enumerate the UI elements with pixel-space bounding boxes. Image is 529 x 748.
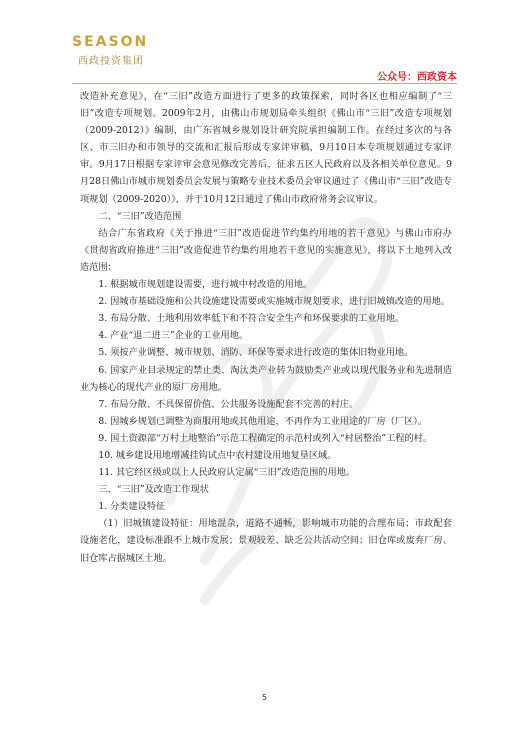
paragraph: 10. 城乡建设用地增减挂钩试点中农村建设用地复垦区域。 [98,449,337,461]
paragraph: 结合广东省政府《关于推进“三旧”改造促进节约集约用地的若干意见》与佛山市府办《贯彻省政府推进“三旧”改造促进节约集约用地若干意见的实施意见》，将以下土地列入改造范围： [80,227,452,273]
paragraph: 5. 须按产业调整、城市规划、消防、环保等要求进行改造的集体旧物业用地。 [98,347,414,359]
season-logo [72,34,162,74]
logo-subtitle: 西政投资集团 [78,56,144,67]
paragraph: （1）旧城镇建设特征：用地混杂，道路不通畅，影响城市功能的合理布局；市政配套设施老化，建设标准跟不上城市发展；景观较差、缺乏公共活动空间；旧仓库或废弃厂房、旧仓库占据城区土地。 [80,518,452,564]
paragraph: 6. 国家产业目录规定的禁止类、淘汰类产业转为鼓励类产业或以现代服务业和先进制造业为核心的现代产业的原厂房用地。 [80,364,452,393]
paragraph: 2. 因城市基础设施和公共设施建设需要或实施城市规划要求，进行旧城镇改造的用地。 [98,296,451,308]
paragraph: 7. 布局分散、不具保留价值、公共服务设施配套不完善的村庄。 [98,398,359,410]
paragraph: 三、“三旧”及改造工作现状 [98,484,209,496]
paragraph: 3. 布局分散、土地利用效率低下和不符合安全生产和环保要求的工业用地。 [98,313,405,325]
paragraph: 二、“三旧”改造范围 [98,210,182,222]
paragraph: 1. 分类建设特征 [98,501,166,513]
logo-wordmark: SEASON [72,34,149,50]
wechat-account-label: 公众号：西政资本 [377,72,457,83]
body-text [80,88,452,567]
page-number: 5 [261,693,268,702]
paragraph: 改造补充意见》，在“三旧”改造方面进行了更多的政策探索，同时各区也相应编制了“三旧”改造专项规划。2009年2月，由佛山市规划局牵头组织《佛山市“三旧”改造专项规划（2009-2012）》编制，由广东省城乡规划设计研究院承担编制工作。在经过多次的与各区、市三旧办和市领导的交流和汇报后形成专家评审稿，9月10日本专项规划通过专家评审。9月17日根据专家评审会意见修改完善后，征求五区人民政府以及各相关单位意见。9月28日佛山市城市规划委员会发展与策略专业技术委员会审议通过了《佛山市“三旧”改造专项规划（2009-2020）》，并于10月12日通过了佛山市政府常务会议审议。 [80,91,452,205]
paragraph: 4. 产业“退二进三”企业的工业用地。 [98,330,249,342]
header-divider [72,83,457,84]
paragraph: 8. 因城乡规划已调整为商服用地或其他用途，不再作为工业用途的厂房（厂区）。 [98,415,428,427]
paragraph: 1. 根据城市规划建设需要，进行城中村改造的用地。 [98,279,313,291]
paragraph: 11. 其它经区级或以上人民政府认定属“三旧”改造范围的用地。 [98,467,356,479]
paragraph: 9. 国土资源部“万村土地整治”示范工程确定的示范村或列入“村居整治”工程的村。 [98,432,433,444]
